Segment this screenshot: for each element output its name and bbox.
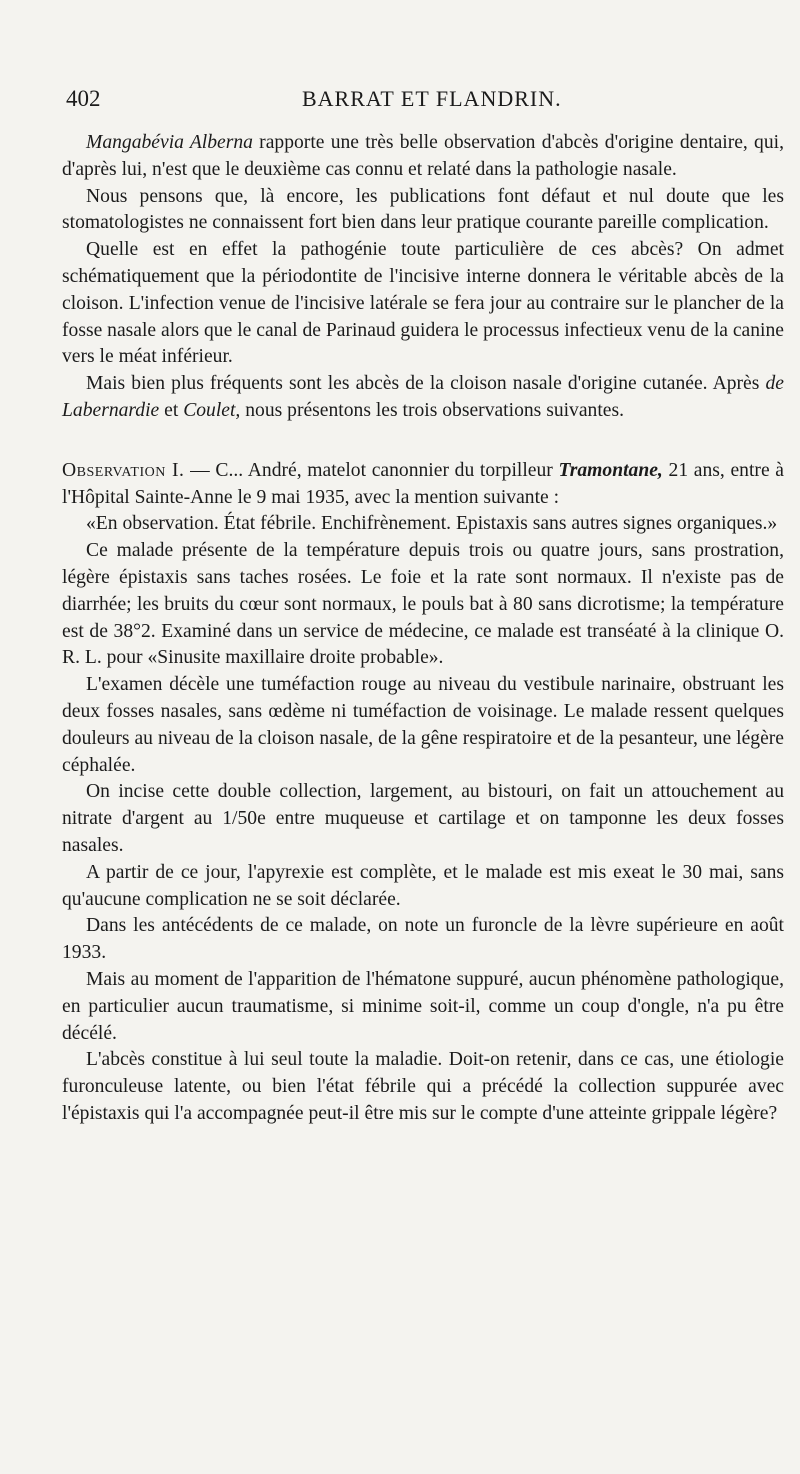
paragraph-2: Nous pensons que, là encore, les publications font défaut et nul doute que les stomatologistes ne connaissent fort bien dans leur pratique courante pareille complication. [62,185,784,234]
paragraph-7: A partir de ce jour, l'apyrexie est complète, et le malade est mis exeat le 30 mai, sans qu'aucune complication ne se soit déclarée. [62,861,784,910]
paragraph-1-text: rapporte une très belle observation d'abcès d'origine dentaire, qui, d'après lui, n'est que le deuxième cas connu et relaté dans la pathologie nasale. [62,132,784,180]
body-text [62,130,784,1128]
ship-name: Tramontane, [558,459,663,481]
section-gap [62,425,784,458]
paragraph-4 [62,371,784,425]
paragraph-4-text-b: et [159,399,184,421]
author-name: Mangabévia Alberna [86,132,253,153]
paragraph-3: Quelle est en effet la pathogénie toute particulière de ces abcès? On admet schématiquement que la périodontite de l'incisive interne donnera le véritable abcès de la cloison. L'infection venue de l'incisive latérale se fera jour au contraire sur le plancher de la fosse nasale alors que le canal de Parinaud guidera le processus infectieux venu de la canine vers le méat inférieur. [62,239,784,368]
paragraph-8: Dans les antécédents de ce malade, on note un furoncle de la lèvre supérieure en août 1933. [62,915,784,964]
paragraph-4-text-a: Mais bien plus fréquents sont les abcès de la cloison nasale d'origine cutanée. Après [86,373,766,395]
observation-heading [62,458,784,512]
paragraph-6: On incise cette double collection, largement, au bistouri, on fait un attouchement au nitrate d'argent au 1/50e entre muqueuse et cartilage et on tamponne les deux fosses nasales. [62,781,784,856]
observation-text-b: 21 ans, entre à l'Hôpital Sainte-Anne le 9 mai 1935, avec la mention suivante : [62,459,785,508]
author-labernardie: de Labernardie [62,373,784,421]
observation-text-a: — C... André, matelot canonnier du torpilleur [184,459,559,481]
paragraph-5: L'examen décèle une tuméfaction rouge au niveau du vestibule narinaire, obstruant les deux fosses nasales, sans œdème ni tuméfaction de voisinage. Le malade ressent quelques douleurs au niveau de la cloison nasale, de la gêne respiratoire et de la pesanteur, une légère céphalée. [62,674,784,776]
paragraph-1 [62,130,784,184]
quote-1: «En observation. État fébrile. Enchifrènement. Epistaxis sans autres signes organiques.» [86,513,778,535]
page-number: 402 [66,86,101,111]
running-head [66,86,764,120]
paragraph-10: L'abcès constitue à lui seul toute la maladie. Doit-on retenir, dans ce cas, une étiologie furonculeuse latente, ou bien l'état fébrile qui a précédé la collection suppurée avec l'épistaxis qui l'a accompagnée peut-il être mis sur le compte d'une atteinte grippale légère? [62,1049,784,1124]
running-title: BARRAT ET FLANDRIN. [302,86,562,111]
paragraph-4-text-c: nous présentons les trois observations suivantes. [240,399,625,421]
author-coulet: Coulet, [183,399,241,421]
paragraph-clinical: Ce malade présente de la température depuis trois ou quatre jours, sans prostration, légère épistaxis sans taches rosées. Le foie et la rate sont normaux. Il n'existe pas de diarrhée; les bruits du cœur sont normaux, le pouls bat à 80 sans dicrotisme; la température est de 38°2. Examiné dans un service de médecine, ce malade est transéaté à la clinique O. R. L. pour «Sinusite maxillaire droite probable». [62,540,784,669]
observation-label: Observation I. [62,459,185,481]
paragraph-9: Mais au moment de l'apparition de l'hématone suppuré, aucun phénomène pathologique, en particulier aucun traumatisme, si minime soit-il, comme un coup d'ongle, n'a pu être décélé. [62,968,784,1044]
